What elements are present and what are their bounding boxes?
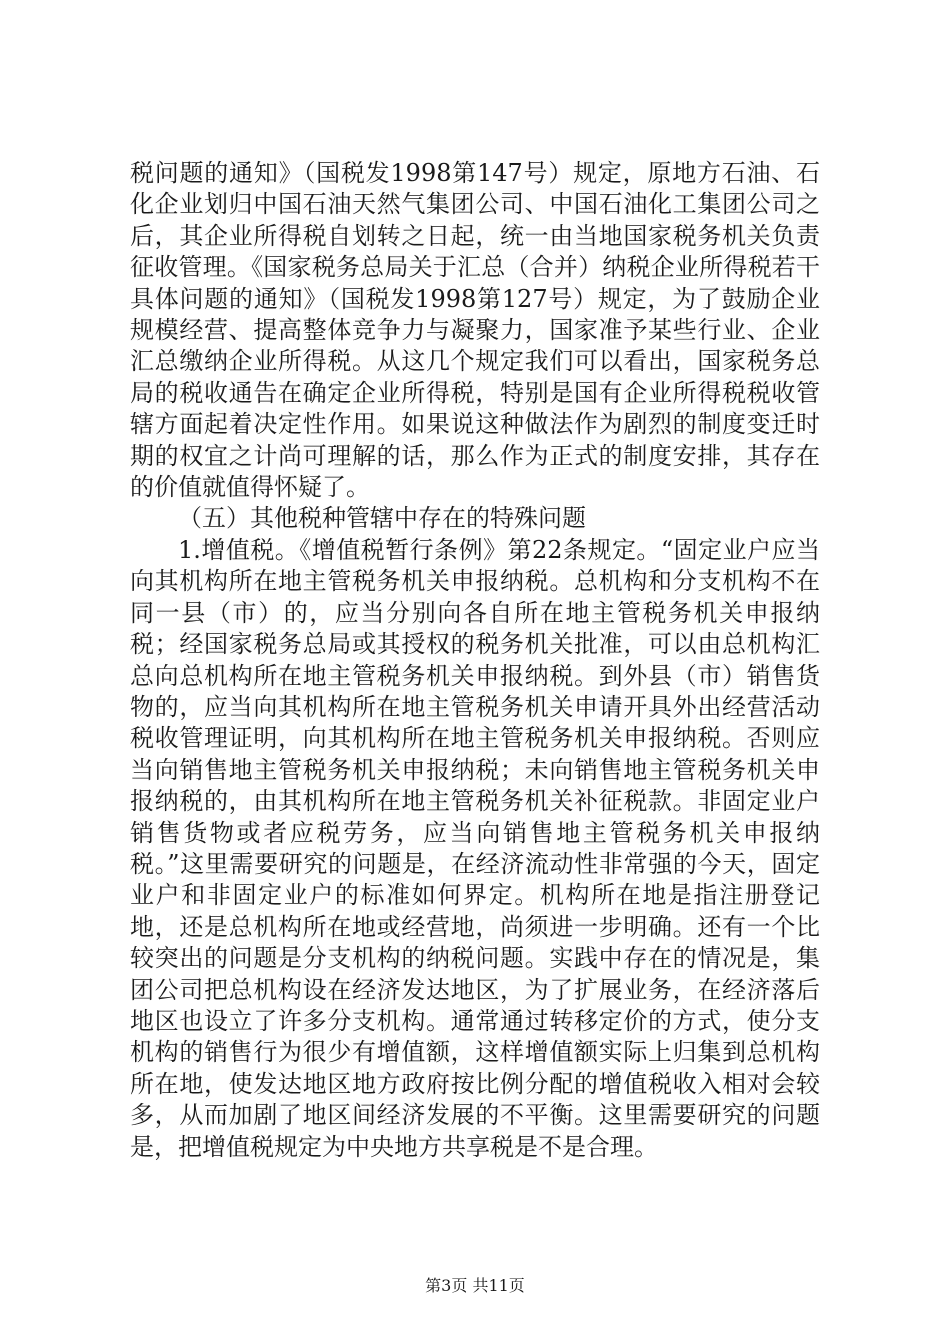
section-heading: （五）其他税种管辖中存在的特殊问题	[178, 504, 586, 533]
paragraph-continuation: 税问题的通知》（国税发1998第147号）规定，原地方石油、石化企业划归中国石油天然气集团公司、中国石油化工集团公司之后，其企业所得税自划转之日起，统一由当地国家税务机关负责征收管理。《国家税务总局关于汇总（合并）纳税企业所得税若干具体问题的通知》（国税发1998第127号）规定，为了鼓励企业规模经营、提高整体竞争力与凝聚力，国家准予某些行业、企业汇总缴纳企业所得税。从这几个规定我们可以看出，国家税务总局的税收通告在确定企业所得税，特别是国有企业所得税税收管辖方面起着决定性作用。如果说这种做法作为剧烈的制度变迁时期的权宜之计尚可理解的话，那么作为正式的制度安排，其存在的价值就值得怀疑了。	[130, 159, 820, 502]
document-body	[130, 158, 820, 1163]
paragraph-vat: 1.增值税。《增值税暂行条例》第22条规定。“固定业户应当向其机构所在地主管税务机关申报纳税。总机构和分支机构不在同一县（市）的，应当分别向各自所在地主管税务机关申报纳税；经国家税务总局或其授权的税务机关批准，可以由总机构汇总向总机构所在地主管税务机关申报纳税。到外县（市）销售货物的，应当向其机构所在地主管税务机关申请开具外出经营活动税收管理证明，向其机构所在地主管税务机关申报纳税。否则应当向销售地主管税务机关申报纳税；未向销售地主管税务机关申报纳税的，由其机构所在地主管税务机关补征税款。非固定业户销售货物或者应税劳务，应当向销售地主管税务机关申报纳税。”这里需要研究的问题是，在经济流动性非常强的今天，固定业户和非固定业户的标准如何界定。机构所在地是指注册登记地，还是总机构所在地或经营地，尚须进一步明确。还有一个比较突出的问题是分支机构的纳税问题。实践中存在的情况是，集团公司把总机构设在经济发达地区，为了扩展业务，在经济落后地区也设立了许多分支机构。通常通过转移定价的方式，使分支机构的销售行为很少有增值额，这样增值额实际上归集到总机构所在地，使发达地区地方政府按比例分配的增值税收入相对会较多，从而加剧了地区间经济发展的不平衡。这里需要研究的问题是，把增值税规定为中央地方共享税是不是合理。	[130, 535, 820, 1161]
page-footer: 第3页 共11页	[425, 1276, 525, 1295]
